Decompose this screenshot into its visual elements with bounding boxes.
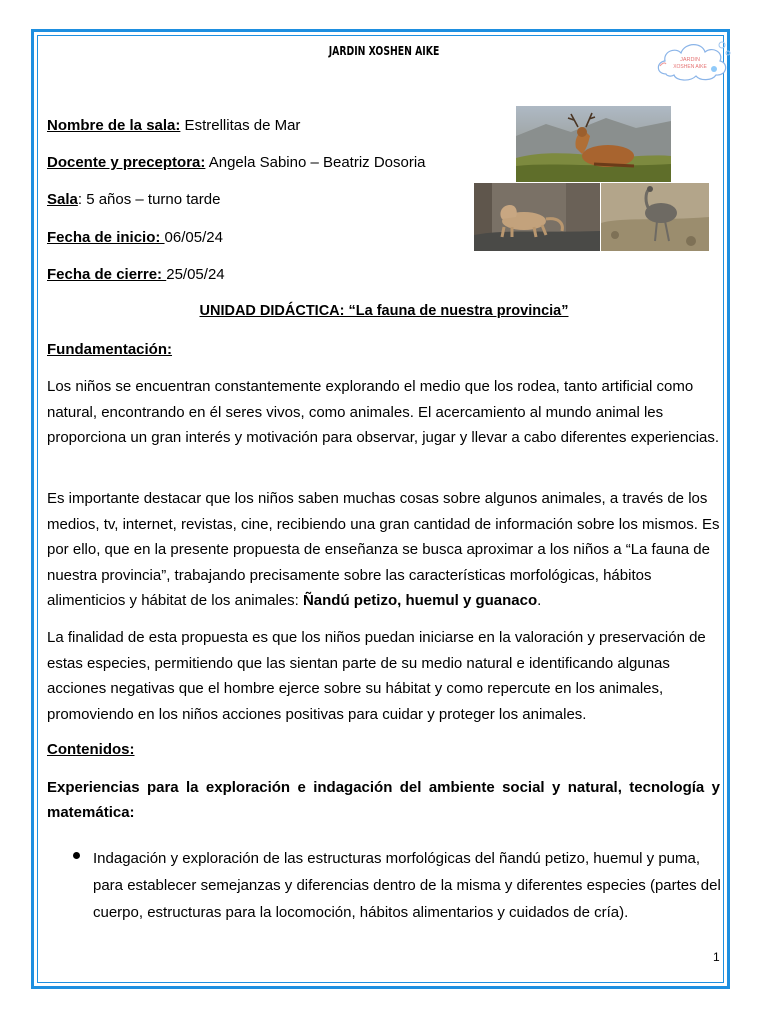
field-docente <box>47 154 426 171</box>
field-label-fecha-inicio: Fecha de inicio: <box>47 229 165 246</box>
school-name: JARDIN XOSHEN AIKE <box>328 44 440 58</box>
fundamentacion-paragraph-2-end: . <box>537 592 542 609</box>
page-number: 1 <box>713 950 720 964</box>
huemul-photo <box>516 106 671 182</box>
fundamentacion-paragraph-2 <box>47 486 721 614</box>
contenidos-bullet: Indagación y exploración de las estructuras morfológicas del ñandú petizo, huemul y puma, para establecer semejanzas y diferencias dentro de la misma y diferentes especies (partes del cuerpo, estructuras para la locomoción, hábitos alimentarios y cuidados de cría). <box>93 850 721 921</box>
field-sala <box>47 191 220 208</box>
species-list: Ñandú petizo, huemul y guanaco <box>302 592 538 609</box>
contenidos-heading: Contenidos: <box>47 741 135 758</box>
field-fecha-inicio <box>47 229 223 246</box>
school-logo <box>652 36 732 84</box>
fundamentacion-paragraph-1: Los niños se encuentran constantemente explorando el medio que los rodea, tanto artificial como natural, encontrando en él seres vivos, como animales. El acercamiento al mundo animal les proporciona un gran interés y motivación para observar, jugar y llevar a cabo diferentes experiencias. <box>47 378 720 446</box>
field-sala-nombre <box>47 117 300 134</box>
unit-title: UNIDAD DIDÁCTICA: “La fauna de nuestra provincia” <box>199 303 569 319</box>
logo-text-line1: JARDIN <box>680 57 700 63</box>
fundamentacion-heading: Fundamentación: <box>47 341 173 358</box>
field-label-fecha-cierre: Fecha de cierre: <box>47 266 167 283</box>
puma-photo <box>474 183 600 251</box>
fundamentacion-paragraph-3: La finalidad de esta propuesta es que los niños puedan iniciarse en la valoración y preservación de estas especies, permitiendo que las sientan parte de su medio natural e identificando algunas acciones negativas que el hombre ejerce sobre su hábitat y como repercute en los animales, promoviendo en los niños acciones positivas para cuidar y proteger los animales. <box>47 629 706 723</box>
field-value-docente: Angela Sabino – Beatriz Dosoria <box>205 154 426 171</box>
field-value-fecha-inicio: 06/05/24 <box>164 229 223 246</box>
field-value-sala-nombre: Estrellitas de Mar <box>180 117 301 134</box>
field-label-sala-nombre: Nombre de la sala: <box>47 117 181 134</box>
fundamentacion-paragraph-2-text: Es importante destacar que los niños saben muchas cosas sobre algunos animales, a través de los medios, tv, internet, revistas, cine, recibiendo una gran cantidad de información sobre los mismos. Es por ello, que en la presente propuesta de enseñanza se busca aproximar a los niños a “La fauna de nuestra provincia”, trabajando precisamente sobre las características morfológicas, hábitos alimenticios y hábitat de los animales: <box>47 490 720 609</box>
field-label-docente: Docente y preceptora: <box>47 154 206 171</box>
field-value-fecha-cierre: 25/05/24 <box>166 266 225 283</box>
field-fecha-cierre <box>47 266 225 283</box>
nandu-photo <box>601 183 709 251</box>
field-label-sala: Sala <box>47 191 78 208</box>
field-value-sala: : 5 años – turno tarde <box>77 191 221 208</box>
logo-text-line2: XOSHEN AIKE <box>673 64 707 70</box>
contenidos-subheading: Experiencias para la exploración e indagación del ambiente social y natural, tecnología y matemática: <box>47 779 720 821</box>
bullet-dot <box>73 852 80 859</box>
